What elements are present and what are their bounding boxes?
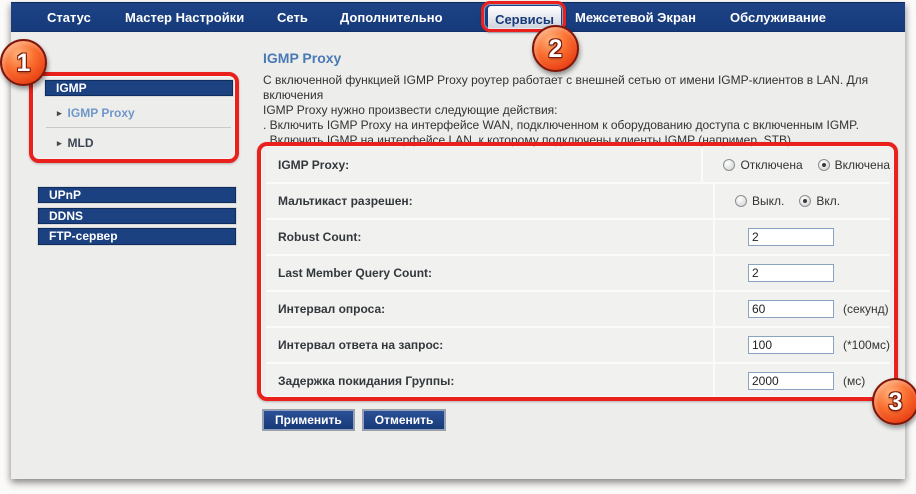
nav-item-advanced[interactable]: Дополнительно — [340, 10, 443, 25]
row-label: IGMP Proxy: — [266, 148, 701, 182]
form-row-group-leave-delay — [266, 364, 890, 398]
sidebar-header-igmp[interactable]: IGMP — [45, 80, 233, 96]
top-navbar — [11, 2, 905, 32]
sidebar-divider — [46, 127, 231, 128]
sidebar-header-ftp-server[interactable]: FTP-сервер — [38, 228, 236, 245]
radio-label-off: Выкл. — [752, 194, 785, 208]
settings-form — [266, 148, 890, 398]
query-response-interval-input[interactable] — [748, 336, 834, 354]
form-row-last-member-query-count — [266, 256, 890, 290]
nav-item-status[interactable]: Статус — [47, 10, 91, 25]
row-control — [715, 364, 890, 398]
page-title: IGMP Proxy — [263, 50, 342, 66]
row-control — [703, 148, 890, 182]
unit-label: (секунд) — [843, 302, 889, 316]
row-label: Robust Count: — [266, 220, 713, 254]
form-buttons — [263, 410, 445, 430]
bullet-arrow-icon: ▸ — [57, 108, 62, 118]
row-label: Задержка покидания Группы: — [266, 364, 713, 398]
radio-label-on: Вкл. — [816, 194, 841, 208]
form-row-igmp-proxy — [266, 148, 890, 182]
radio-on[interactable] — [799, 195, 811, 207]
apply-button[interactable]: Применить — [263, 410, 354, 430]
bullet-arrow-icon: ▸ — [57, 138, 62, 148]
radio-enabled[interactable] — [818, 159, 830, 171]
sidebar-item-igmp-proxy-label: IGMP Proxy — [67, 106, 135, 120]
sidebar-item-mld-label: MLD — [67, 136, 94, 150]
last-member-query-count-input[interactable] — [748, 264, 834, 282]
cancel-button[interactable]: Отменить — [363, 410, 446, 430]
unit-label: (*100мс) — [843, 338, 890, 352]
row-control — [715, 256, 890, 290]
row-control — [715, 328, 890, 362]
callout-3-badge: 3 — [872, 378, 916, 425]
form-row-query-interval — [266, 292, 890, 326]
row-label: Last Member Query Count: — [266, 256, 713, 290]
query-interval-input[interactable] — [748, 300, 834, 318]
robust-count-input[interactable] — [748, 228, 834, 246]
description-line: . Включить IGMP на интерфейсе LAN, к которому подключены клиенты IGMP (например, STB). — [263, 132, 795, 147]
row-label: Интервал опроса: — [266, 292, 713, 326]
nav-item-firewall[interactable]: Межсетевой Экран — [575, 10, 696, 25]
callout-1-badge: 1 — [0, 39, 47, 86]
nav-item-network[interactable]: Сеть — [277, 10, 308, 25]
sidebar-header-ddns[interactable]: DDNS — [38, 208, 236, 224]
row-label: Интервал ответа на запрос: — [266, 328, 713, 362]
nav-tab-services[interactable]: Сервисы — [488, 6, 561, 33]
radio-disabled[interactable] — [723, 159, 735, 171]
description-line: IGMP Proxy нужно произвести следующие действия: — [263, 102, 558, 117]
nav-item-maintenance[interactable]: Обслуживание — [730, 10, 827, 25]
page-description — [263, 73, 903, 148]
description-line: С включенной функцией IGMP Proxy роутер работает с внешней сетью от имени IGMP-клиентов в LAN. Для включения — [263, 73, 869, 102]
group-leave-delay-input[interactable] — [748, 372, 834, 390]
sidebar-item-mld[interactable] — [57, 136, 94, 150]
description-line: . Включить IGMP Proxy на интерфейсе WAN, подключенном к оборудованию доступа с включенным IGMP. — [263, 117, 859, 132]
row-label: Мальтикаст разрешен: — [266, 184, 713, 218]
radio-label-enabled: Включена — [834, 158, 890, 172]
row-control — [715, 220, 890, 254]
form-row-robust-count — [266, 220, 890, 254]
form-row-query-response-interval — [266, 328, 890, 362]
callout-2-badge: 2 — [532, 25, 579, 72]
unit-label: (мс) — [843, 374, 866, 388]
form-row-multicast — [266, 184, 890, 218]
radio-off[interactable] — [735, 195, 747, 207]
nav-item-wizard[interactable]: Мастер Настройки — [125, 10, 245, 25]
sidebar-header-upnp[interactable]: UPnP — [38, 187, 236, 203]
radio-label-disabled: Отключена — [740, 158, 803, 172]
sidebar-item-igmp-proxy[interactable] — [57, 106, 135, 120]
row-control — [715, 184, 890, 218]
row-control — [715, 292, 890, 326]
